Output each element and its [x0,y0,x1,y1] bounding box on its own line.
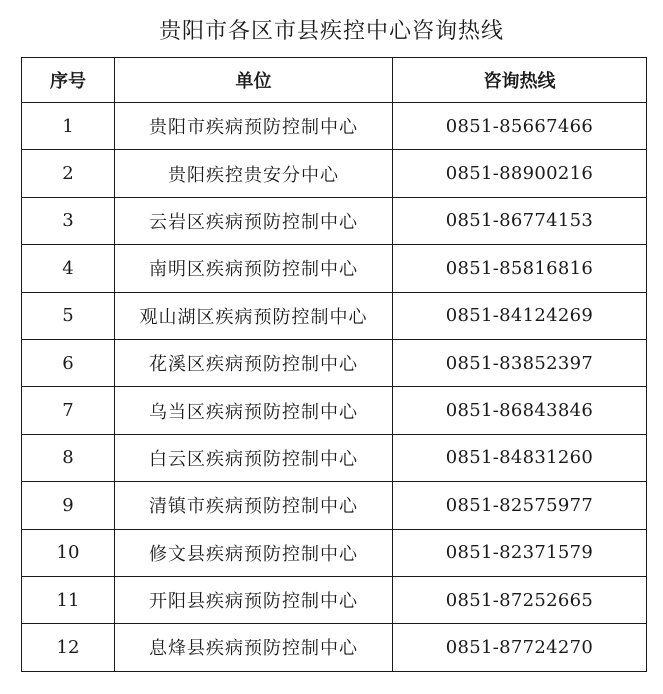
row-index: 7 [22,387,115,434]
row-unit: 贵阳市疾病预防控制中心 [115,103,393,150]
table-row [22,292,647,339]
row-phone: 0851-85816816 [393,245,647,292]
row-unit: 云岩区疾病预防控制中心 [115,197,393,244]
table-row [22,624,647,671]
row-index: 3 [22,197,115,244]
row-unit: 乌当区疾病预防控制中心 [115,387,393,434]
table-row [22,387,647,434]
table-row [22,576,647,623]
row-unit: 开阳县疾病预防控制中心 [115,576,393,623]
row-unit: 南明区疾病预防控制中心 [115,245,393,292]
row-unit: 清镇市疾病预防控制中心 [115,482,393,529]
row-phone: 0851-85667466 [393,103,647,150]
row-index: 2 [22,150,115,197]
row-phone: 0851-86774153 [393,197,647,244]
row-index: 4 [22,245,115,292]
header-index: 序号 [22,58,115,103]
row-index: 1 [22,103,115,150]
table-row [22,482,647,529]
table-row [22,529,647,576]
row-index: 6 [22,339,115,386]
row-phone: 0851-86843846 [393,387,647,434]
table-row [22,245,647,292]
row-phone: 0851-82371579 [393,529,647,576]
row-unit: 观山湖区疾病预防控制中心 [115,292,393,339]
row-index: 8 [22,434,115,481]
table-row [22,339,647,386]
table-row [22,150,647,197]
row-index: 5 [22,292,115,339]
row-unit: 白云区疾病预防控制中心 [115,434,393,481]
row-phone: 0851-87724270 [393,624,647,671]
header-phone: 咨询热线 [393,58,647,103]
table-header-row [22,58,647,103]
row-phone: 0851-83852397 [393,339,647,386]
row-unit: 贵阳疾控贵安分中心 [115,150,393,197]
row-phone: 0851-84124269 [393,292,647,339]
hotline-table [21,57,647,672]
header-unit: 单位 [115,58,393,103]
table-row [22,434,647,481]
page-title: 贵阳市各区市县疾控中心咨询热线 [158,19,504,44]
row-index: 10 [22,529,115,576]
row-phone: 0851-82575977 [393,482,647,529]
row-unit: 修文县疾病预防控制中心 [115,529,393,576]
row-index: 9 [22,482,115,529]
row-index: 12 [22,624,115,671]
row-phone: 0851-84831260 [393,434,647,481]
table-row [22,197,647,244]
row-index: 11 [22,576,115,623]
table-row [22,103,647,150]
row-unit: 花溪区疾病预防控制中心 [115,339,393,386]
row-phone: 0851-88900216 [393,150,647,197]
row-phone: 0851-87252665 [393,576,647,623]
row-unit: 息烽县疾病预防控制中心 [115,624,393,671]
